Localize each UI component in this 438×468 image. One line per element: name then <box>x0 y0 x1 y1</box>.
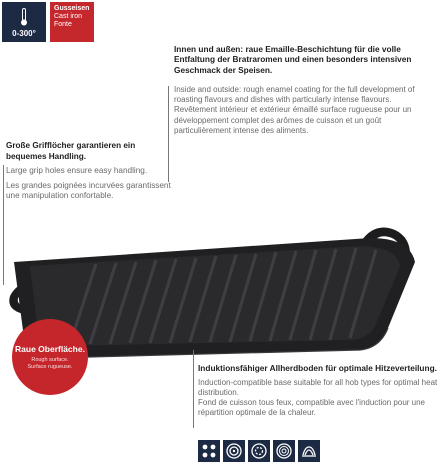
base-description <box>198 363 438 419</box>
induction-hob-icon <box>298 440 320 462</box>
base-text-en: Induction-compatible base suitable for all hob types for optimal heat distribution. <box>198 377 438 397</box>
enamel-text-fr: Revêtement intérieur et extérieur émaillé surface rugueuse pour un développement complet des arômes de cuisson et un goût particulièrement intense des aliments. <box>174 105 412 135</box>
temperature-badge <box>2 2 46 42</box>
base-text-fr: Fond de cuisson tous feux, compatible avec l'induction pour une répartition optimale de la chaleur. <box>198 398 425 418</box>
thermometer-icon <box>20 8 28 26</box>
ceramic-hob-icon <box>248 440 270 462</box>
material-en: Cast iron <box>54 13 83 20</box>
base-text-de: Induktionsfähiger Allherdboden für optimale Hitzeverteilung. <box>198 363 437 373</box>
rough-surface-fr: Surface rugueuse. <box>27 363 73 370</box>
enamel-text-de: Innen und außen: raue Emaille-Beschichtung für die volle Entfaltung der Bratraromen und einen besonders intensiven Geschmack der Speisen. <box>174 44 412 75</box>
rough-surface-badge <box>12 319 88 395</box>
enamel-text-en: Inside and outside: rough enamel coating for the full development of roasting flavours and dishes with particularly intense flavours. <box>174 84 415 105</box>
halogen-hob-icon <box>273 440 295 462</box>
material-de: Gusseisen <box>54 5 90 12</box>
enamel-description <box>174 44 434 136</box>
leader-line-base <box>193 350 194 428</box>
handle-text-en: Large grip holes ensure easy handling. <box>6 166 148 175</box>
rough-surface-en: Rough surface. <box>31 356 69 363</box>
handle-text-de: Große Grifflöcher garantieren ein bequemes Handling. <box>6 141 136 161</box>
electric-hob-icon <box>223 440 245 462</box>
handle-text-fr: Les grandes poignées incurvées garantissent une manipulation confortable. <box>6 180 171 200</box>
gas-hob-icon <box>198 440 220 462</box>
temperature-label: 0-300° <box>12 29 36 38</box>
rough-surface-de: Raue Oberfläche. <box>15 343 85 354</box>
hob-icon-row <box>198 440 320 462</box>
material-badge <box>50 2 94 42</box>
material-fr: Fonte <box>54 21 72 28</box>
handle-description <box>6 141 176 202</box>
